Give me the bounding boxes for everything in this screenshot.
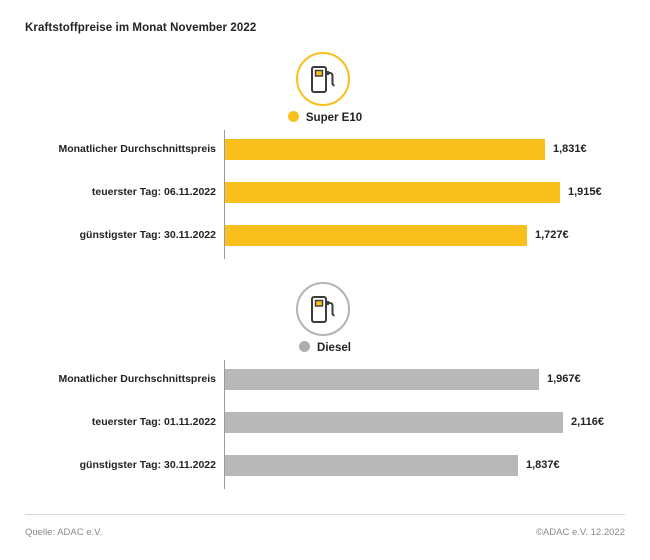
bar-container (225, 139, 650, 160)
bar-super-e10-max (225, 182, 560, 203)
bars-diesel (0, 360, 650, 489)
bar-label: teuerster Tag: 06.11.2022 (91, 186, 216, 198)
group-header-diesel (0, 282, 650, 360)
bar-container (225, 225, 650, 246)
bar-value: 2,116€ (571, 416, 605, 428)
legend-dot-diesel (299, 341, 310, 352)
table-row (0, 130, 650, 173)
table-row (0, 446, 650, 489)
table-row (0, 403, 650, 446)
source-note: Quelle: ADAC e.V. (25, 527, 103, 538)
bar-container (225, 369, 650, 390)
bar-super-e10-min (225, 225, 527, 246)
group-header-super-e10 (0, 52, 650, 130)
bar-label: Monatlicher Durchschnittspreis (58, 373, 216, 385)
bar-label: günstigster Tag: 30.11.2022 (79, 459, 216, 471)
bar-label: Monatlicher Durchschnittspreis (58, 143, 216, 155)
bar-super-e10-average (225, 139, 545, 160)
fuel-pump-icon-badge-diesel (296, 282, 350, 336)
footer-divider (25, 514, 625, 515)
bar-container (225, 182, 650, 203)
bar-label: teuerster Tag: 01.11.2022 (91, 416, 216, 428)
page-title: Kraftstoffpreise im Monat November 2022 (25, 22, 257, 34)
bar-value: 1,837€ (526, 459, 560, 471)
table-row (0, 216, 650, 259)
bar-value: 1,915€ (568, 186, 602, 198)
copyright-note: ©ADAC e.V. 12.2022 (535, 527, 625, 538)
bar-value: 1,831€ (553, 143, 587, 155)
legend-super-e10 (0, 110, 650, 124)
bar-diesel-max (225, 412, 563, 433)
chart-group-super-e10 (0, 52, 650, 259)
legend-label-super-e10: Super E10 (305, 112, 363, 124)
bar-value: 1,967€ (547, 373, 581, 385)
bar-container (225, 412, 650, 433)
bar-container (225, 455, 650, 476)
fuel-pump-icon-badge-super-e10 (296, 52, 350, 106)
legend-diesel (0, 340, 650, 354)
bar-diesel-average (225, 369, 539, 390)
fuel-pump-icon (310, 64, 336, 94)
table-row (0, 173, 650, 216)
table-row (0, 360, 650, 403)
bar-label: günstigster Tag: 30.11.2022 (79, 229, 216, 241)
legend-label-diesel: Diesel (317, 342, 351, 354)
legend-dot-super-e10 (288, 111, 299, 122)
bar-value: 1,727€ (535, 229, 569, 241)
bars-super-e10 (0, 130, 650, 259)
fuel-pump-icon (310, 294, 336, 324)
chart-group-diesel (0, 282, 650, 489)
bar-diesel-min (225, 455, 518, 476)
